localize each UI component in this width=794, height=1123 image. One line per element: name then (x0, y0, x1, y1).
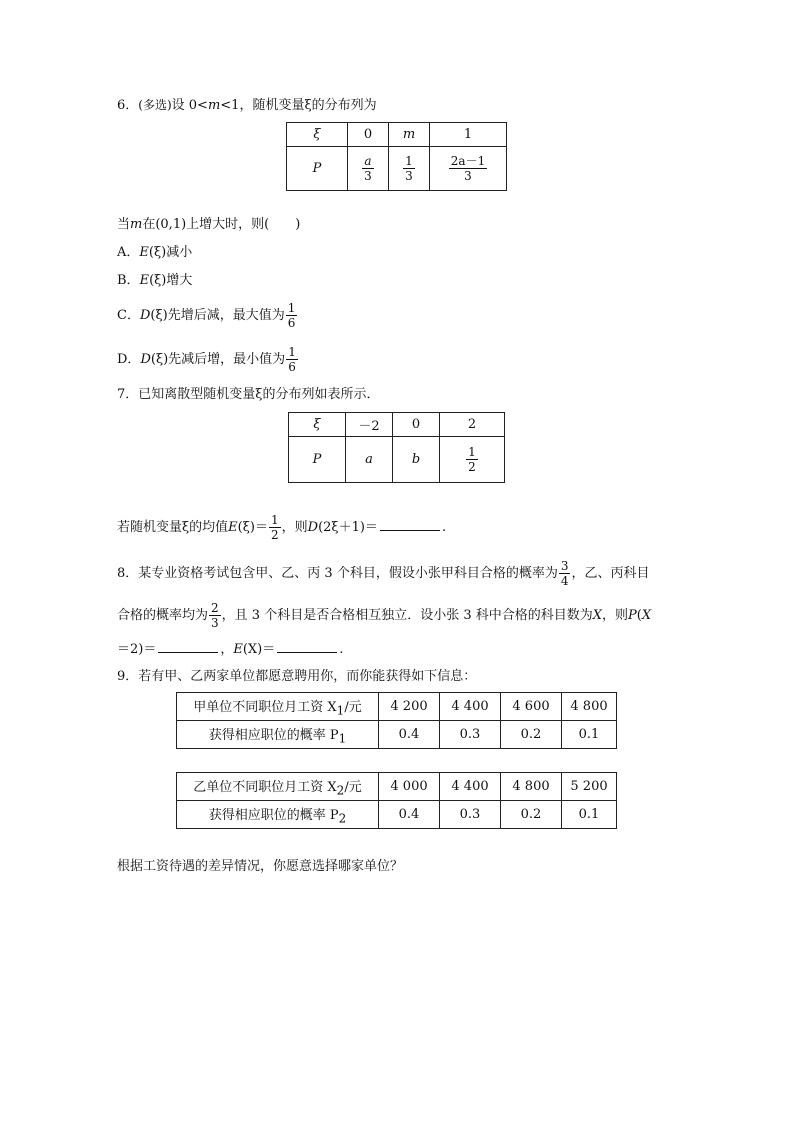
q9-a-v1: 4 400 (440, 693, 501, 721)
q9-a-p2: 0.2 (501, 721, 562, 749)
q9-a-p-sub: 1 (338, 731, 347, 746)
q6-cell-1-num: 1 (405, 154, 413, 168)
q9-a-prob-label (177, 721, 379, 749)
q8-l2-end: ，且 3 个科目是否合格相互独立．设小张 3 科中合格的科目数为 (221, 608, 593, 623)
q7-table (288, 412, 505, 483)
q7-cond-post-pre: ，则 (281, 520, 308, 535)
q6-option-b-func: E (139, 273, 150, 288)
q6-cell-1 (389, 147, 430, 191)
q6-cell-2-num: 2a－1 (450, 154, 486, 168)
q9-a-v0: 4 200 (379, 693, 440, 721)
q9-a-v2: 4 600 (501, 693, 562, 721)
q8-x-2: X (641, 608, 652, 623)
q6-option-d-text: (ξ)先减后增，最小值为 (150, 352, 286, 367)
q6-option-d-den: 6 (288, 360, 296, 374)
q7-condition (117, 510, 446, 546)
q7-cond-mid: (ξ)＝ (237, 520, 268, 535)
q7-cond-d: D (307, 520, 319, 535)
q8-l2: 合格的概率均为 (117, 608, 209, 623)
q9-a-header-label (177, 693, 379, 721)
q6-option-a-label: A． (117, 245, 140, 260)
q7-number: 7． (117, 387, 139, 402)
q6-option-a-func: E (139, 245, 149, 260)
q9-a-h-label: 甲单位不同职位月工资 X (193, 699, 337, 715)
q6-option-c-func: D (139, 308, 151, 323)
q6-row-label: P (287, 147, 348, 191)
q8-l1: 某专业资格考试包含甲、乙、丙 3 个科目，假设小张甲科目合格的概率为 (138, 566, 558, 581)
q8-f2-num: 2 (211, 601, 219, 615)
q9-b-header-label (177, 773, 379, 801)
q6-stem-pre: 设 0< (171, 98, 208, 113)
q6-cell-0 (348, 147, 389, 191)
q8-l3-start: ＝2)＝ (117, 642, 157, 657)
q9-question: 根据工资待遇的差异情况，你愿意选择哪家单位？ (117, 859, 404, 874)
q9-b-h-label: 乙单位不同职位月工资 X (193, 779, 337, 795)
q7-th-2: 0 (393, 413, 440, 437)
q6-when-m: m (130, 217, 143, 232)
q6-th-1: 0 (348, 123, 389, 147)
q6-th-3: 1 (430, 123, 507, 147)
q6-cell-0-num: a (362, 154, 374, 169)
q9-b-v2: 4 800 (501, 773, 562, 801)
q7-cell-1: b (393, 437, 440, 483)
q7-cell-2-den: 2 (468, 460, 476, 474)
q6-option-c-text: (ξ)先增后减，最大值为 (150, 308, 285, 323)
q9-a-p0: 0.4 (379, 721, 440, 749)
q6-option-d (117, 342, 299, 378)
q7-cell-2-num: 1 (468, 445, 476, 459)
q9-b-h-unit: /元 (344, 779, 362, 795)
q6-option-b-text: (ξ)增大 (149, 273, 193, 288)
q6-when (117, 216, 300, 234)
q6-option-c-den: 6 (287, 316, 296, 330)
q7-answer-blank[interactable] (380, 518, 440, 531)
q9-stem-text: 若有甲、乙两家单位都愿意聘用你，而你能获得如下信息： (138, 669, 477, 684)
q7-th-1: －2 (346, 413, 393, 437)
q6-th-0: ξ (287, 123, 348, 147)
q6-option-b-label: B． (117, 273, 140, 288)
q7-th-0: ξ (289, 413, 346, 437)
q8-line-3: ＝2)＝ ，E(X)＝ . (117, 642, 344, 657)
q6-cell-0-den: 3 (364, 169, 372, 183)
q9-b-p1: 0.3 (440, 801, 501, 829)
q6-cell-2-den: 3 (464, 169, 472, 183)
q6-option-d-label: D． (117, 352, 141, 367)
q9-b-prob-label (177, 801, 379, 829)
q7-stem (117, 386, 379, 404)
q6-when-pre: 当 (117, 217, 131, 232)
q9-a-v3: 4 800 (562, 693, 617, 721)
q8-l3-e: E (233, 642, 243, 657)
q9-table-a (176, 692, 617, 749)
q6-cell-1-den: 3 (405, 169, 413, 183)
q6-option-d-func: D (140, 352, 151, 367)
q6-stem-m: m (207, 98, 221, 113)
q6-option-c-num: 1 (287, 301, 296, 315)
q6-when-post: 在(0,1)上增大时，则( ) (142, 217, 301, 232)
q8-l1-end: ，乙、丙科目 (571, 566, 650, 581)
q7-cond-pre: 若随机变量ξ的均值 (117, 520, 229, 535)
q6-option-b (117, 272, 192, 290)
q9-b-p2: 0.2 (501, 801, 562, 829)
q9-stem (117, 668, 476, 686)
q7-cell-2 (440, 437, 505, 483)
q9-b-p0: 0.4 (379, 801, 440, 829)
q6-th-2: m (389, 123, 430, 147)
q9-number: 9． (117, 669, 139, 684)
q6-number: 6． (117, 98, 139, 113)
q6-table (286, 122, 507, 191)
q8-p: P (628, 608, 637, 623)
q7-cond-post: (2ξ＋1)＝ (318, 520, 378, 535)
q6-option-c (117, 298, 298, 334)
q9-b-h-sub: 2 (336, 783, 345, 798)
q9-table-b (176, 772, 617, 829)
q9-b-p3: 0.1 (562, 801, 617, 829)
q7-cond-end: . (441, 520, 447, 535)
q6-tag: (多选) (138, 98, 172, 112)
q6-cell-2 (430, 147, 507, 191)
q7-cond-e: E (228, 520, 238, 535)
q9-b-v3: 5 200 (562, 773, 617, 801)
q9-a-p3: 0.1 (562, 721, 617, 749)
q7-cond-den: 2 (270, 528, 279, 542)
q8-l3-end: . (339, 642, 344, 657)
q6-option-a (117, 244, 192, 262)
q9-b-v0: 4 000 (379, 773, 440, 801)
q6-stem-post: <1，随机变量ξ的分布列为 (220, 98, 377, 113)
q8-x: X (592, 608, 602, 623)
q9-b-p-sub: 2 (338, 811, 347, 826)
q8-number: 8． (117, 566, 139, 581)
q6-stem (117, 96, 377, 115)
q8-line-1 (117, 556, 649, 592)
q7-th-3: 2 (440, 413, 505, 437)
q7-cond-num: 1 (270, 513, 279, 527)
q6-option-d-num: 1 (288, 345, 296, 359)
q8-f1-num: 3 (560, 559, 569, 573)
q8-line-2 (117, 598, 651, 634)
q8-answer-blank-2[interactable] (277, 640, 337, 653)
q9-a-p1: 0.3 (440, 721, 501, 749)
q8-answer-blank-1[interactable] (158, 640, 218, 653)
q7-cell-0: a (346, 437, 393, 483)
q8-l2-tail-pre: ，则 (602, 608, 629, 623)
q6-option-c-label: C． (117, 308, 140, 323)
q6-option-a-text: (ξ)减小 (148, 245, 193, 260)
q8-f1-den: 4 (560, 574, 569, 588)
q9-a-h-sub: 1 (336, 703, 345, 718)
q9-a-h-unit: /元 (344, 699, 362, 715)
q8-l2-tail: ( (636, 608, 642, 623)
q7-row-label: P (289, 437, 346, 483)
q8-f2-den: 3 (211, 616, 219, 630)
q8-l3-mid: (X)＝ (242, 642, 276, 657)
q7-stem-text: 已知离散型随机变量ξ的分布列如表所示． (138, 387, 380, 402)
q9-b-p-label: 获得相应职位的概率 P (208, 807, 339, 823)
q9-b-v1: 4 400 (440, 773, 501, 801)
q9-a-p-label: 获得相应职位的概率 P (208, 727, 339, 743)
